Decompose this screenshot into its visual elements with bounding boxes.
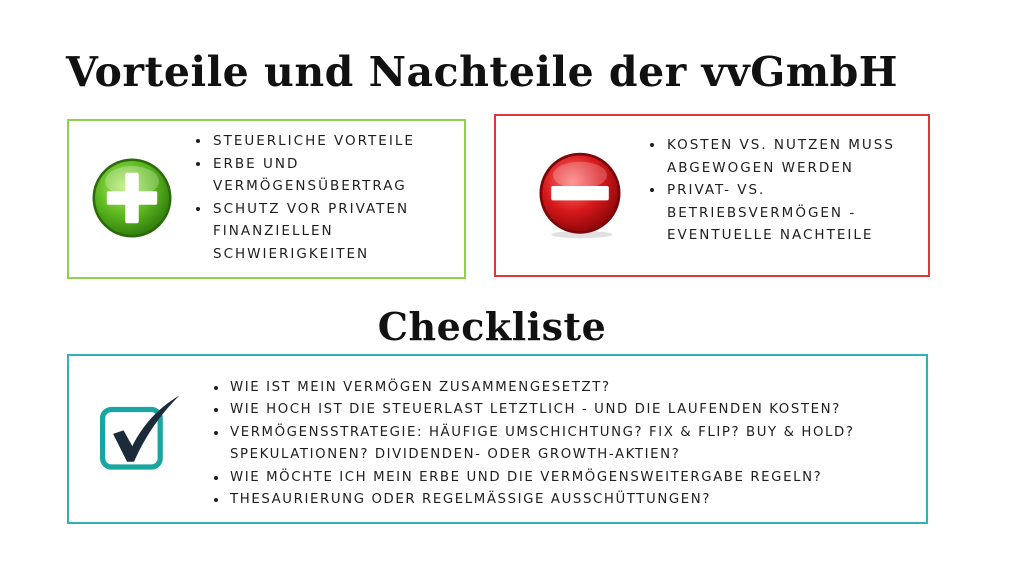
list-item: • WIE MÖCHTE ICH MEIN ERBE UND DIE VERMÖGENSWEITERGABE REGELN? <box>228 467 936 489</box>
list-item: • VERMÖGENSSTRATEGIE: HÄUFIGE UMSCHICHTUNG? FIX & FLIP? BUY & HOLD? SPEKULATIONEN? DIVIDENDEN- ODER GROWTH-AKTIEN? <box>228 422 936 467</box>
checklist-list <box>212 377 936 511</box>
list-item: • SCHUTZ VOR PRIVATEN FINANZIELLEN SCHWIERIGKEITEN <box>211 198 473 266</box>
page-title: Vorteile und Nachteile der vvGmbH <box>65 48 898 96</box>
list-item: • WIE IST MEIN VERMÖGEN ZUSAMMENGESETZT? <box>228 377 936 399</box>
list-item: • ERBE UND VERMÖGENSÜBERTRAG <box>211 153 473 198</box>
list-item: • KOSTEN VS. NUTZEN MUSS ABGEWOGEN WERDEN <box>665 134 935 179</box>
plus-circle-icon <box>90 156 174 240</box>
list-item: • WIE HOCH IST DIE STEUERLAST LETZTLICH - UND DIE LAUFENDEN KOSTEN? <box>228 399 936 421</box>
minus-circle-icon <box>535 150 625 240</box>
pros-list <box>195 130 473 265</box>
list-item: • STEUERLICHE VORTEILE <box>211 130 473 153</box>
cons-list <box>649 134 935 247</box>
list-item: • PRIVAT- VS. BETRIEBSVERMÖGEN - EVENTUELLE NACHTEILE <box>665 179 935 247</box>
list-item: • THESAURIERUNG ODER REGELMÄSSIGE AUSSCHÜTTUNGEN? <box>228 489 936 511</box>
checklist-title: Checkliste <box>377 304 607 349</box>
checkbox-checked-icon <box>97 392 185 474</box>
